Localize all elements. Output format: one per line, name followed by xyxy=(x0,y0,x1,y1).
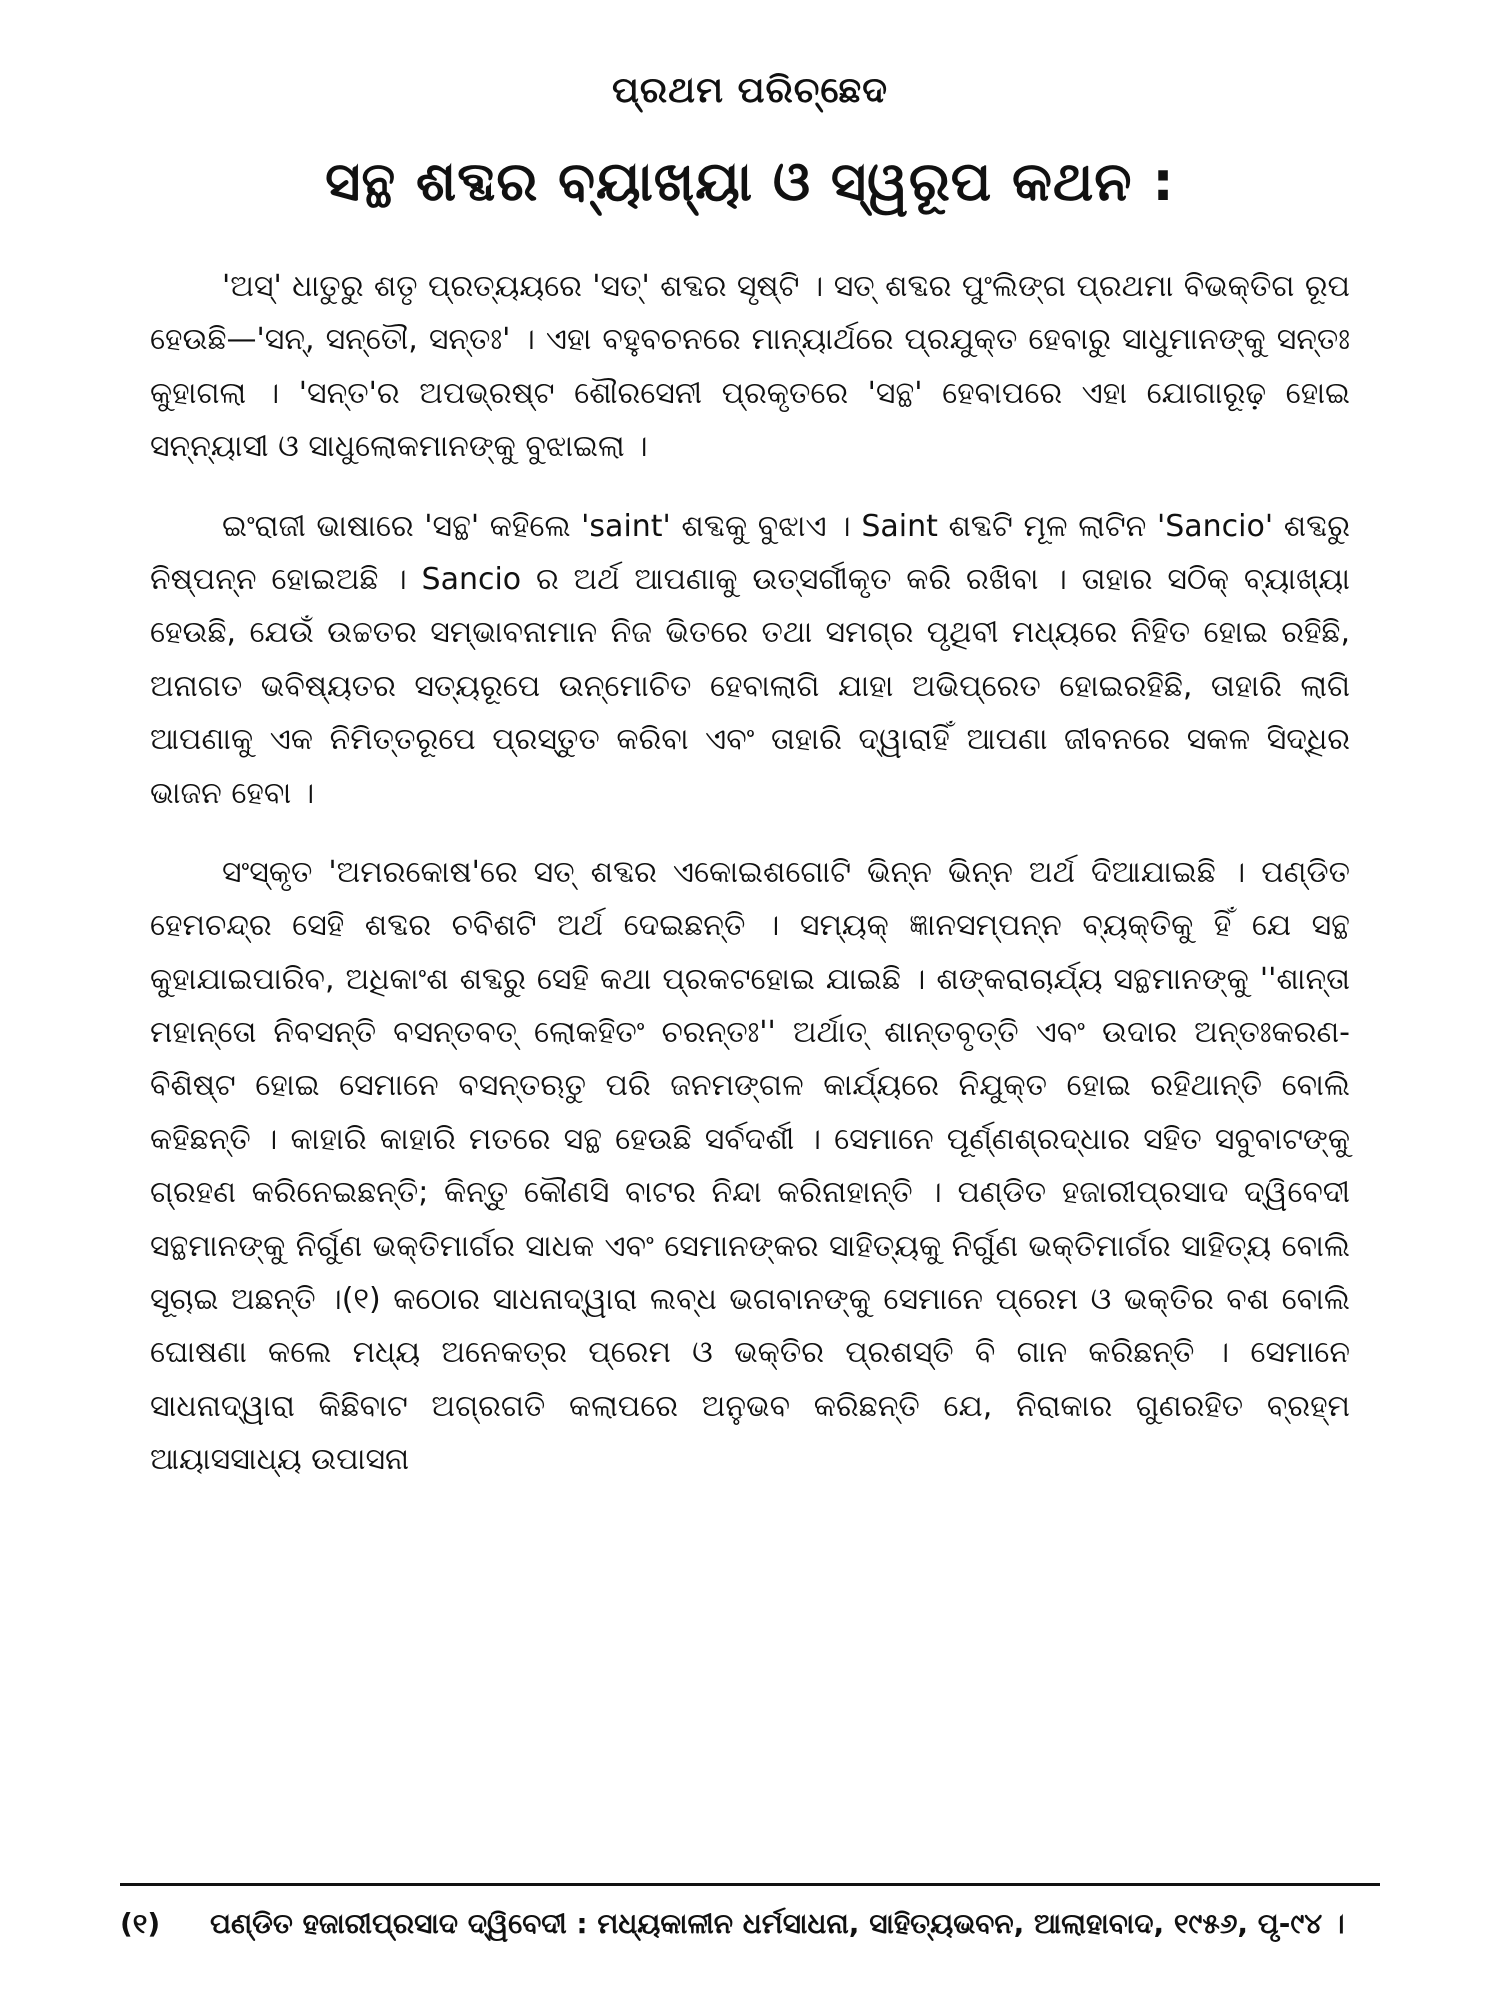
footnote-marker: (୧) xyxy=(120,1907,161,1941)
footnote xyxy=(120,1900,1380,1948)
footnote-area xyxy=(120,1883,1380,1948)
paragraph: ଇଂରାଜୀ ଭାଷାରେ 'ସନ୍ଥ' କହିଲେ 'saint' ଶବ୍ଦକୁ ବୁଝାଏ । Saint ଶବ୍ଦଟି ମୂଳ ଲାଟିନ 'Sancio' ଶବ୍ଦରୁ ନିଷ୍ପନ୍ନ ହୋଇଅଛି । Sancio ର ଅର୍ଥ ଆପଣାକୁ ଉତ୍ସର୍ଗୀକୃତ କରି ରଖିବା । ତାହାର ସଠିକ୍ ବ୍ୟାଖ୍ୟା ହେଉଛି, ଯେଉଁ ଉଚ୍ଚତର ସମ୍ଭାବନାମାନ ନିଜ ଭିତରେ ତଥା ସମଗ୍ର ପୃଥିବୀ ମଧ୍ୟରେ ନିହିତ ହୋଇ ରହିଛି, ଅନାଗତ ଭବିଷ୍ୟତର ସତ୍ୟରୂପେ ଉନ୍ମୋଚିତ ହେବାଲାଗି ଯାହା ଅଭିପ୍ରେତ ହୋଇରହିଛି, ତାହାରି ଲାଗି ଆପଣାକୁ ଏକ ନିମିତ୍ତରୂପେ ପ୍ରସ୍ତୁତ କରିବା ଏବଂ ତାହାରି ଦ୍ୱାରାହିଁ ଆପଣା ଜୀବନରେ ସକଳ ସିଦ୍ଧିର ଭାଜନ ହେବା । xyxy=(150,508,1350,811)
footnote-rule xyxy=(120,1883,1380,1886)
paragraph: 'ଅସ୍' ଧାତୁରୁ ଶତୃ ପ୍ରତ୍ୟୟରେ 'ସତ୍' ଶବ୍ଦର ସୃଷ୍ଟି । ସତ୍ ଶବ୍ଦର ପୁଂଲିଙ୍ଗ ପ୍ରଥମା ବିଭକ୍ତିଗ ରୂପ ହେଉଛି—'ସନ୍, ସନ୍ତୌ, ସନ୍ତଃ' । ଏହା ବହୁବଚନରେ ମାନ୍ୟାର୍ଥରେ ପ୍ରଯୁକ୍ତ ହେବାରୁ ସାଧୁମାନଙ୍କୁ ସନ୍ତଃ କୁହାଗଲା । 'ସନ୍ତ'ର ଅପଭ୍ରଷ୍ଟ ଶୌରସେନୀ ପ୍ରକୃତରେ 'ସନ୍ଥ' ହେବାପରେ ଏହା ଯୋଗାରୂଢ଼ ହୋଇ ସନ୍ନ୍ୟାସୀ ଓ ସାଧୁଲୋକମାନଙ୍କୁ ବୁଝାଇଲା । xyxy=(150,269,1350,465)
paragraph: ସଂସ୍କୃତ 'ଅମରକୋଷ'ରେ ସତ୍ ଶବ୍ଦର ଏକୋଇଶଗୋଟି ଭିନ୍ନ ଭିନ୍ନ ଅର୍ଥ ଦିଆଯାଇଛି । ପଣ୍ଡିତ ହେମଚନ୍ଦ୍ର ସେହି ଶବ୍ଦର ଚବିଶଟି ଅର୍ଥ ଦେଇଛନ୍ତି । ସମ୍ୟକ୍ ଜ୍ଞାନସମ୍ପନ୍ନ ବ୍ୟକ୍ତିକୁ ହିଁ ଯେ ସନ୍ଥ କୁହାଯାଇପାରିବ, ଅଧିକାଂଶ ଶବ୍ଦରୁ ସେହି କଥା ପ୍ରକଟହୋଇ ଯାଇଛି । ଶଙ୍କରାଚାର୍ଯ୍ୟ ସନ୍ଥମାନଙ୍କୁ ''ଶାନ୍ତା ମହାନ୍ତୋ ନିବସନ୍ତି ବସନ୍ତବତ୍ ଲୋକହିତଂ ଚରନ୍ତଃ'' ଅର୍ଥାତ୍ ଶାନ୍ତବୃତ୍ତି ଏବଂ ଉଦାର ଅନ୍ତଃକରଣ-ବିଶିଷ୍ଟ ହୋଇ ସେମାନେ ବସନ୍ତଋତୁ ପରି ଜନମଙ୍ଗଳ କାର୍ଯ୍ୟରେ ନିଯୁକ୍ତ ହୋଇ ରହିଥାନ୍ତି ବୋଲି କହିଛନ୍ତି । କାହାରି କାହାରି ମତରେ ସନ୍ଥ ହେଉଛି ସର୍ବଦର୍ଶୀ । ସେମାନେ ପୂର୍ଣ୍ଣଶ୍ରଦ୍ଧାର ସହିତ ସବୁବାଟଙ୍କୁ ଗ୍ରହଣ କରିନେଇଛନ୍ତି; କିନ୍ତୁ କୌଣସି ବାଟର ନିନ୍ଦା କରିନାହାନ୍ତି । ପଣ୍ଡିତ ହଜାରୀପ୍ରସାଦ ଦ୍ୱିବେଦୀ ସନ୍ଥମାନଙ୍କୁ ନିର୍ଗୁଣ ଭକ୍ତିମାର୍ଗର ସାଧକ ଏବଂ ସେମାନଙ୍କର ସାହିତ୍ୟକୁ ନିର୍ଗୁଣ ଭକ୍ତିମାର୍ଗର ସାହିତ୍ୟ ବୋଲି ସୂଚାଇ ଅଛନ୍ତି ।(୧) କଠୋର ସାଧନାଦ୍ୱାରା ଲବ୍ଧ ଭଗବାନଙ୍କୁ ସେମାନେ ପ୍ରେମ ଓ ଭକ୍ତିର ବଶ ବୋଲି ଘୋଷଣା କଲେ ମଧ୍ୟ ଅନେକତ୍ର ପ୍ରେମ ଓ ଭକ୍ତିର ପ୍ରଶସ୍ତି ବି ଗାନ କରିଛନ୍ତି । ସେମାନେ ସାଧନାଦ୍ୱାରା କିଛିବାଟ ଅଗ୍ରଗତି କଲାପରେ ଅନୁଭବ କରିଛନ୍ତି ଯେ, ନିରାକାର ଗୁଣରହିତ ବ୍ରହ୍ମ ଆୟାସସାଧ୍ୟ ଉପାସନା xyxy=(150,854,1350,1478)
chapter-label: ପ୍ରଥମ ପରିଚ୍ଛେଦ xyxy=(611,70,889,111)
footnote-text: ପଣ୍ଡିତ ହଜାରୀପ୍ରସାଦ ଦ୍ୱିବେଦୀ : ମଧ୍ୟକାଳୀନ ଧର୍ମସାଧନା, ସାହିତ୍ୟଭବନ, ଆଲାହାବାଦ, ୧୯୫୬, ପୃ-୯୪ । xyxy=(210,1907,1345,1941)
page-heading: ସନ୍ଥ ଶବ୍ଦର ବ୍ୟାଖ୍ୟା ଓ ସ୍ୱରୂପ କଥନ : xyxy=(325,150,1175,213)
body-text xyxy=(150,260,1350,1487)
